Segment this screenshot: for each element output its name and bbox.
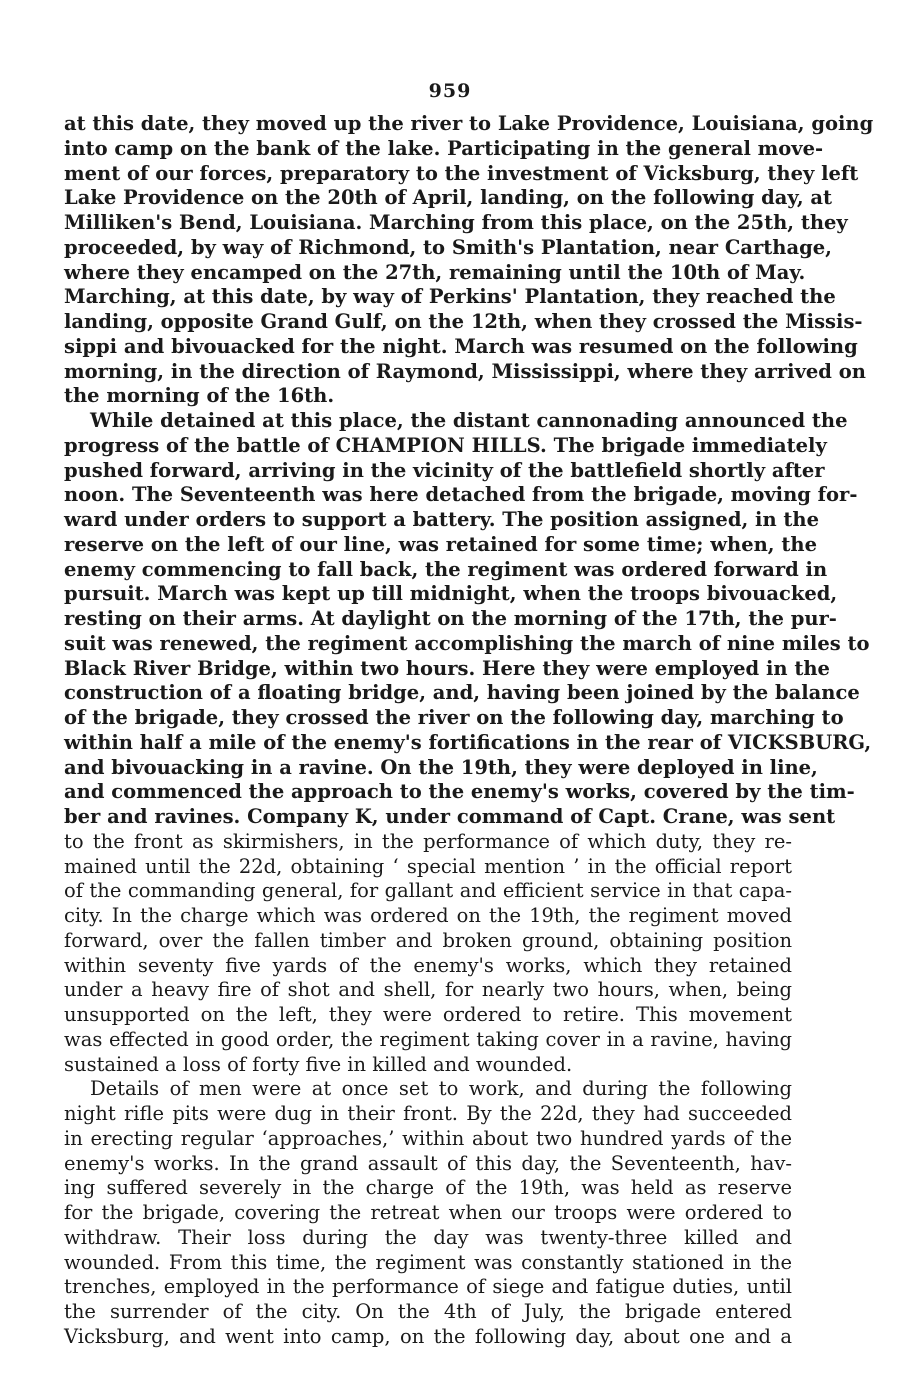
text-line: [64, 631, 870, 657]
text-line-content: within half a mile of the enemy's fortifications in the rear of VICKSBURG,: [64, 730, 872, 754]
text-line: [64, 830, 792, 855]
text-line-content: and commenced the approach to the enemy's works, covered by the tim-: [64, 780, 855, 804]
text-line-content: into camp on the bank of the lake. Participating in the general move-: [64, 136, 824, 160]
text-line-content: within seventy five yards of the enemy's works, which they retained: [64, 953, 792, 977]
text-line-content: resting on their arms. At daylight on the morning of the 17th, the pur-: [64, 607, 837, 630]
text-line: [64, 1003, 792, 1028]
text-line: [64, 409, 848, 434]
text-line: [64, 260, 806, 286]
text-line-content: at this date, they moved up the river to Lake Providence, Louisiana, going: [64, 112, 874, 135]
text-line-content: Lake Providence on the 20th of April, landing, on the following day, at: [64, 186, 833, 210]
text-line-content: unsupported on the left, they were ordered to retire. This movement: [64, 1003, 792, 1026]
text-line: [64, 879, 792, 904]
text-line-content: night rifle pits were dug in their front. By the 22d, they had succeeded: [64, 1102, 792, 1125]
text-line-content: Marching, at this date, by way of Perkins' Plantation, they reached the: [64, 285, 836, 309]
text-line: [64, 706, 844, 731]
text-line: [64, 755, 818, 781]
text-line-content: sippi and bivouacked for the night. March was resumed on the following: [64, 334, 858, 358]
text-line-content: wounded. From this time, the regiment was constantly stationed in the: [64, 1250, 792, 1274]
text-line: [64, 235, 832, 261]
text-line: [64, 780, 855, 805]
text-line: [64, 359, 866, 385]
text-line: [64, 186, 833, 211]
text-line-content: While detained at this place, the distant cannonading announced the: [90, 409, 848, 432]
text-line-content: morning, in the direction of Raymond, Mississippi, where they arrived on: [64, 359, 866, 383]
text-line: [64, 1325, 792, 1350]
text-line-content: the surrender of the city. On the 4th of July, the brigade entered: [64, 1300, 792, 1323]
text-line: [64, 904, 792, 929]
text-line: [64, 954, 792, 979]
text-line-content: was effected in good order, the regiment taking cover in a ravine, having: [64, 1027, 792, 1051]
text-line-content: Details of men were at once set to work, and during the following: [90, 1077, 792, 1101]
text-line: [64, 805, 836, 830]
text-line-content: of the brigade, they crossed the river on the following day, marching to: [64, 706, 844, 729]
text-line-content: Black River Bridge, within two hours. Here they were employed in the: [64, 656, 830, 680]
text-line: [64, 1053, 792, 1078]
text-line-content: under a heavy fire of shot and shell, for nearly two hours, when, being: [64, 978, 792, 1002]
text-line-content: landing, opposite Grand Gulf, on the 12th, when they crossed the Missis-: [64, 310, 863, 333]
text-line-content: of the commanding general, for gallant and efficient service in that capa-: [64, 879, 792, 903]
text-line: [64, 681, 860, 706]
text-line-content: progress of the battle of CHAMPION HILLS. The brigade immediately: [64, 433, 827, 457]
text-line: [64, 334, 858, 360]
text-line: [64, 1201, 792, 1226]
text-line: [64, 310, 863, 335]
text-line-content: ing suffered severely in the charge of the 19th, was held as reserve: [64, 1176, 792, 1200]
text-line: [64, 656, 830, 682]
text-line: [64, 483, 858, 508]
text-line-content: to the front as skirmishers, in the performance of which duty, they re-: [64, 829, 792, 853]
text-line: [64, 1127, 792, 1152]
text-line: [64, 1226, 792, 1251]
text-line: [64, 1300, 792, 1325]
text-line-content: trenches, employed in the performance of siege and fatigue duties, until: [64, 1275, 792, 1299]
text-line-content: noon. The Seventeenth was here detached from the brigade, moving for-: [64, 483, 858, 507]
text-line-content: ber and ravines. Company K, under command of Capt. Crane, was sent: [64, 805, 836, 828]
text-line: [64, 136, 824, 162]
text-line-content: pushed forward, arriving in the vicinity of the battlefield shortly after: [64, 458, 825, 482]
text-line-content: city. In the charge which was ordered on the 19th, the regiment moved: [64, 904, 792, 927]
text-line: [64, 211, 848, 236]
text-line-content: construction of a floating bridge, and, having been joined by the balance: [64, 681, 860, 705]
text-line: [64, 508, 819, 533]
text-line-content: ment of our forces, preparatory to the investment of Vicksburg, they left: [64, 161, 859, 185]
text-line: [64, 855, 792, 880]
text-line: [64, 384, 792, 409]
text-line-content: the morning of the 16th.: [64, 384, 335, 408]
text-line: [64, 1176, 792, 1201]
text-line: [64, 1275, 792, 1300]
text-line: [64, 978, 792, 1003]
text-line: [64, 929, 792, 954]
text-line-content: withdraw. Their loss during the day was twenty-three killed and: [64, 1225, 792, 1249]
body-text: [64, 112, 874, 1350]
text-line: [64, 285, 836, 310]
text-line-content: ward under orders to support a battery. The position assigned, in the: [64, 508, 819, 531]
text-line: [64, 532, 817, 558]
text-line-content: reserve on the left of our line, was retained for some time; when, the: [64, 532, 817, 556]
text-line-content: sustained a loss of forty five in killed and wounded.: [64, 1052, 573, 1076]
text-line-content: forward, over the fallen timber and broken ground, obtaining position: [64, 928, 792, 952]
text-line: [64, 1028, 792, 1053]
text-line-content: for the brigade, covering the retreat when our troops were ordered to: [64, 1201, 792, 1224]
text-line: [64, 557, 828, 583]
text-line: [64, 730, 872, 756]
text-line-content: and bivouacking in a ravine. On the 19th, they were deployed in line,: [64, 755, 818, 779]
text-line: [64, 582, 838, 607]
text-line: [64, 161, 859, 187]
text-line-content: enemy's works. In the grand assault of this day, the Seventeenth, hav-: [64, 1151, 792, 1175]
text-line: [64, 1102, 792, 1127]
text-line-content: where they encamped on the 27th, remaining until the 10th of May.: [64, 260, 806, 284]
text-line-content: proceeded, by way of Richmond, to Smith's Plantation, near Carthage,: [64, 235, 832, 259]
text-line-content: mained until the 22d, obtaining ‘ special mention ’ in the official report: [64, 854, 792, 878]
text-line: [64, 1251, 792, 1276]
text-line-content: pursuit. March was kept up till midnight, when the troops bivouacked,: [64, 582, 838, 606]
page-number: 959: [428, 80, 472, 102]
text-line-content: enemy commencing to fall back, the regiment was ordered forward in: [64, 557, 828, 581]
text-line: [64, 433, 827, 459]
text-line-content: suit was renewed, the regiment accomplishing the march of nine miles to: [64, 631, 870, 655]
text-line-content: in erecting regular ‘approaches,’ within about two hundred yards of the: [64, 1126, 792, 1150]
text-line: [64, 112, 874, 137]
text-line: [64, 458, 825, 484]
text-line: [64, 1077, 792, 1102]
text-line-content: Vicksburg, and went into camp, on the following day, about one and a: [64, 1324, 792, 1348]
text-line: [64, 607, 837, 632]
text-line: [64, 1152, 792, 1177]
text-line-content: Milliken's Bend, Louisiana. Marching from this place, on the 25th, they: [64, 211, 848, 234]
